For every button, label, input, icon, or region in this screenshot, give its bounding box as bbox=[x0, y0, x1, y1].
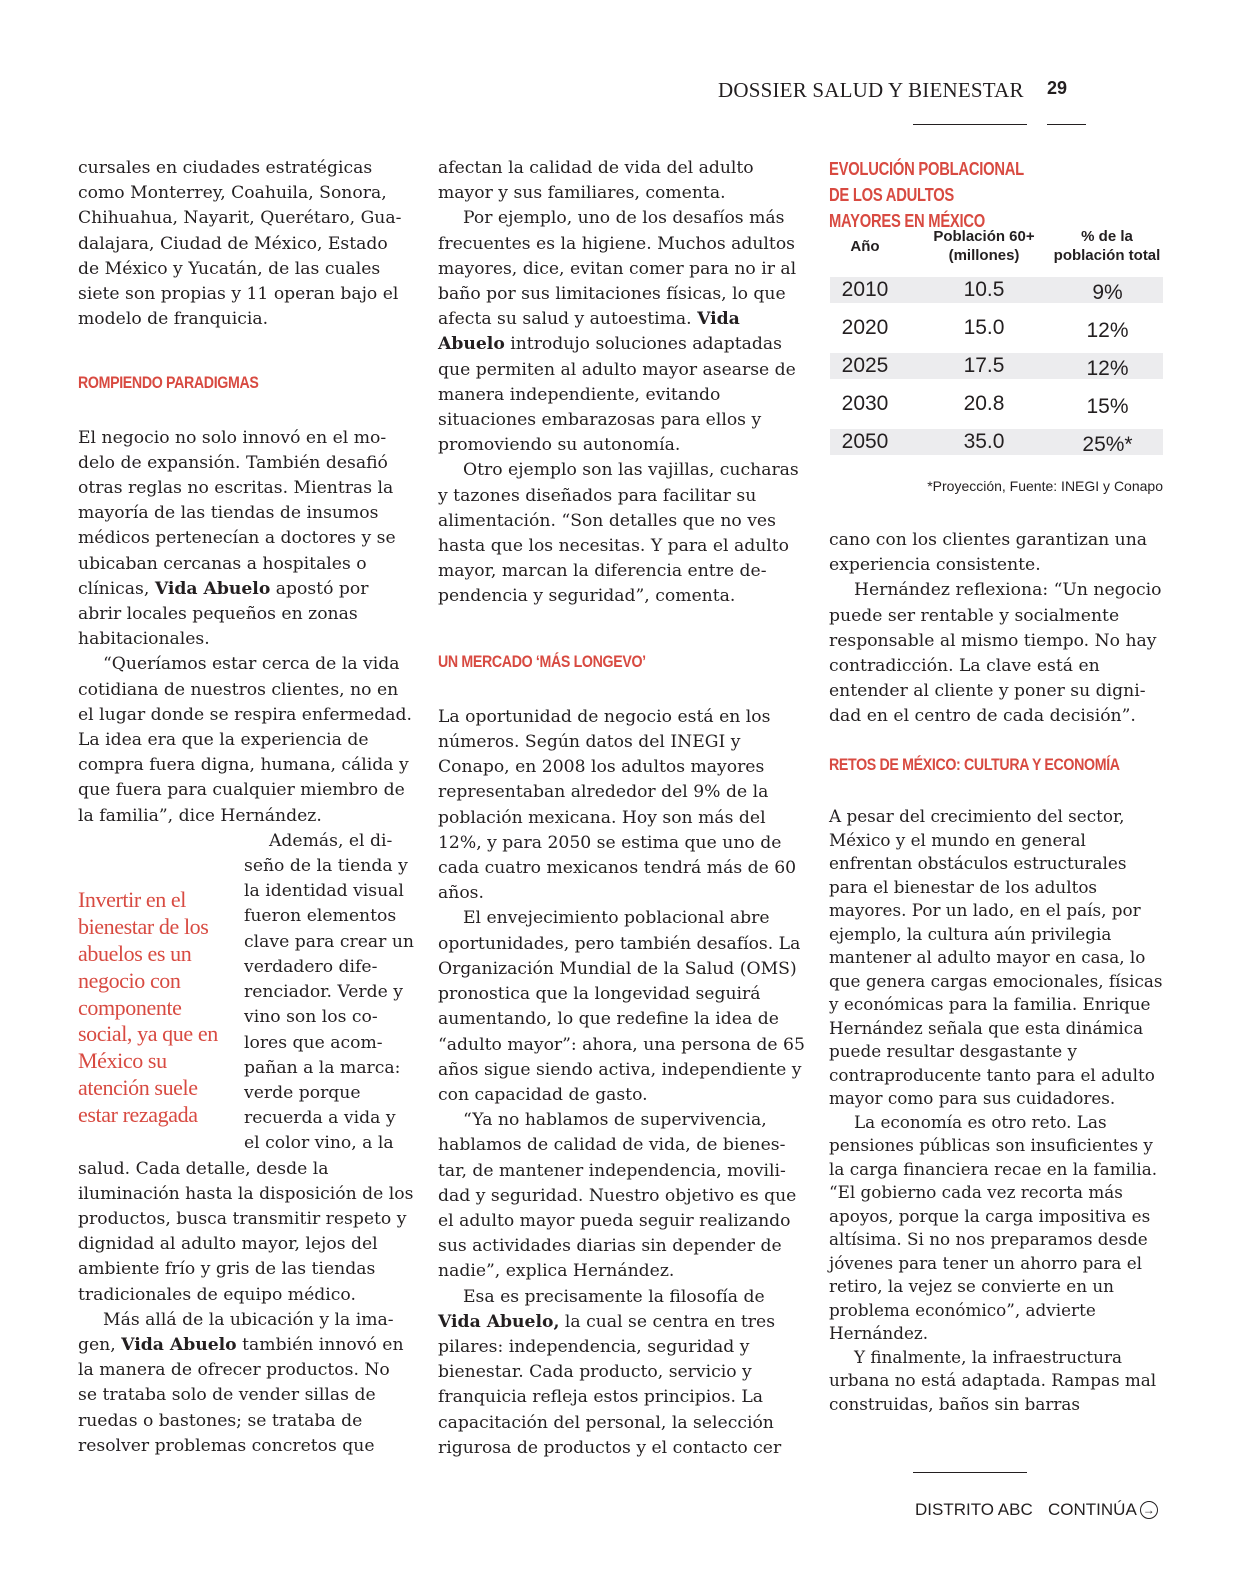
brand-name: Vida Abuelo bbox=[154, 578, 271, 599]
paragraph: A pesar del crecimiento del sector, México y el mundo en general enfrentan obstáculos estructurales para el bienestar de los adultos mayores. Por un lado, en el país, por ejemplo, la cultura aún privilegia mantener al adulto mayor en casa, lo que genera cargas emocionales, físicas y económicas para la familia. Enrique Hernández señala que esta dinámica puede resultar desgastante y contraproducente tanto para el adulto mayor como para sus cuidadores. bbox=[829, 806, 1163, 1108]
paragraph: cursales en ciudades estratégicas como Monterrey, Coahuila, Sonora, Chihuahua, Nayarit, Querétaro, Guadalajara, Ciudad de México, Estado de México y Yucatán, de las cuales siete son propias y 11 operan bajo el modelo de franquicia. bbox=[78, 158, 402, 330]
subheading: ROMPIENDO PARADIGMAS bbox=[78, 374, 259, 393]
paragraph: Y finalmente, la infraestructura urbana no está adaptada. Rampas mal construidas, baños sin barras bbox=[829, 1346, 1157, 1414]
table-header-percent: % de la población total bbox=[1053, 228, 1161, 264]
column-3-bottom bbox=[829, 805, 1163, 1416]
continue-label: CONTINÚA bbox=[1048, 1500, 1137, 1519]
publication-name: DISTRITO ABC bbox=[915, 1500, 1033, 1519]
table-header-year: Año bbox=[850, 238, 880, 255]
table-cell-population: 15.0 bbox=[963, 316, 1005, 339]
paragraph: El negocio no solo innovó en el modelo de expansión. También desafió otras reglas no escritas. Mientras la mayoría de las tiendas de insumos médicos pertenecían a doctores y se ubicaban cercanas a hospitales o clínicas, Vida Abuelo apostó por abrir locales pequeños en zonas habitacionales. bbox=[78, 427, 396, 650]
paragraph: Además, el diseño de la tienda y la identidad visual fueron elementos clave para crear un verdadero diferenciador. Verde y vino son los colores que acompañan a la marca: verde porque recuerda a vida y el color vino, a la salud. Cada detalle, desde la iluminación hasta la disposición de los productos, busca transmitir respeto y dignidad al adulto mayor, lejos del ambiente frío y gris de las tiendas tradicionales de equipo médico. bbox=[78, 830, 414, 1305]
footer-rule bbox=[913, 1472, 1027, 1473]
paragraph: Hernández reflexiona: “Un negocio puede ser rentable y socialmente responsable al mismo tiempo. No hay contradicción. La clave está en entender al cliente y poner su dignidad en el centro de cada decisión”. bbox=[829, 580, 1162, 727]
column-2 bbox=[438, 156, 805, 1461]
table-cell-percent: 12% bbox=[1086, 319, 1129, 342]
table-cell-year: 2025 bbox=[841, 354, 889, 377]
table-row bbox=[830, 315, 1163, 341]
table-title: EVOLUCIÓN POBLACIONAL DE LOS ADULTOS MAYORES EN MÉXICO bbox=[829, 159, 1024, 231]
table-row bbox=[830, 429, 1163, 455]
column-3-top bbox=[829, 528, 1163, 730]
table-cell-year: 2050 bbox=[841, 430, 889, 453]
table-row bbox=[830, 391, 1163, 417]
table-footnote: *Proyección, Fuente: INEGI y Conapo bbox=[927, 478, 1163, 494]
table-cell-population: 20.8 bbox=[963, 392, 1005, 415]
header-rule-page bbox=[1047, 124, 1086, 125]
arrow-right-circle-icon: → bbox=[1140, 1501, 1158, 1519]
table-cell-percent: 12% bbox=[1086, 357, 1129, 380]
paragraph: “Queríamos estar cerca de la vida cotidiana de nuestros clientes, no en el lugar donde se respira enfermedad. La idea era que la experiencia de compra fuera digna, humana, cálida y que fuera para cualquier miembro de la familia”, dice Hernández. bbox=[78, 654, 412, 826]
brand-name: Vida Abuelo, bbox=[438, 1311, 560, 1332]
paragraph: El envejecimiento poblacional abre oportunidades, pero también desafíos. La Organización Mundial de la Salud (OMS) pronostica que la longevidad seguirá aumentando, lo que redefine la idea de “adulto mayor”: ahora, una persona de 65 años sigue siendo activa, independiente y con capacidad de gasto. bbox=[438, 908, 805, 1105]
paragraph: La economía es otro reto. Las pensiones públicas son insuficientes y la carga financiera recae en la familia. “El gobierno cada vez recorta más apoyos, porque la carga impositiva es altísima. Si no nos preparamos desde jóvenes para tener un ahorro para el retiro, la vejez se convierte en un problema económico”, advierte Hernández. bbox=[829, 1111, 1158, 1343]
column-1 bbox=[78, 156, 414, 1459]
table-cell-percent: 9% bbox=[1092, 281, 1123, 304]
table-row bbox=[830, 353, 1163, 379]
table-header-population: Población 60+ (millones) bbox=[933, 228, 1035, 264]
paragraph: Otro ejemplo son las vajillas, cucharas y tazones diseñados para facilitar su alimentación. “Son detalles que no ves hasta que los necesitas. Y para el adulto mayor, marcan la diferencia entre dependencia y seguridad”, comenta. bbox=[438, 460, 799, 607]
table-cell-population: 10.5 bbox=[963, 278, 1005, 301]
paragraph: cano con los clientes garantizan una experiencia consistente. bbox=[829, 530, 1148, 576]
brand-name: Vida Abuelo bbox=[438, 309, 740, 355]
paragraph: Esa es precisamente la filosofía de Vida Abuelo, la cual se centra en tres pilares: independencia, seguridad y bienestar. Cada producto, servicio y franquicia refleja estos principios. La capacitación del personal, la selección rigurosa de productos y el contacto cer bbox=[438, 1286, 782, 1458]
table-cell-year: 2020 bbox=[841, 316, 889, 339]
table-cell-year: 2030 bbox=[841, 392, 889, 415]
brand-name: Vida Abuelo bbox=[121, 1334, 237, 1355]
header-rule bbox=[913, 124, 1027, 125]
table-cell-population: 35.0 bbox=[963, 430, 1005, 453]
paragraph: “Ya no hablamos de supervivencia, hablamos de calidad de vida, de bienestar, de mantener independencia, movilidad y seguridad. Nuestro objetivo es que el adulto mayor pueda seguir realizando sus actividades diarias sin depender de nadie”, explica Hernández. bbox=[438, 1110, 797, 1282]
table-row bbox=[830, 277, 1163, 303]
page-number: 29 bbox=[1047, 78, 1068, 98]
pull-quote: Invertir en el bienestar de los abuelos es un negocio con componente social, ya que en México su atención suele estar rezagada bbox=[78, 886, 218, 1128]
continue-link[interactable] bbox=[1048, 1500, 1158, 1520]
table-cell-year: 2010 bbox=[841, 278, 889, 301]
paragraph: Por ejemplo, uno de los desafíos más frecuentes es la higiene. Muchos adultos mayores, dice, evitan comer para no ir al baño por sus limitaciones físicas, lo que afecta su salud y autoestima. Vida Abuelo introdujo soluciones adaptadas que permiten al adulto mayor asearse de manera independiente, evitando situaciones embarazosas para ellos y promoviendo su autonomía. bbox=[438, 208, 797, 456]
subheading: UN MERCADO ‘MÁS LONGEVO’ bbox=[438, 652, 646, 671]
paragraph: Más allá de la ubicación y la imagen, Vida Abuelo también innovó en la manera de ofrecer productos. No se trataba solo de vender sillas de ruedas o bastones; se trataba de resolver problemas concretos que bbox=[78, 1309, 404, 1456]
table-cell-percent: 25%* bbox=[1082, 433, 1133, 456]
paragraph: La oportunidad de negocio está en los números. Según datos del INEGI y Conapo, en 2008 los adultos mayores representaban alrededor del 9% de la población mexicana. Hoy son más del 12%, y para 2050 se estima que uno de cada cuatro mexicanos tendrá más de 60 años. bbox=[438, 706, 797, 904]
paragraph: afectan la calidad de vida del adulto mayor y sus familiares, comenta. bbox=[438, 158, 754, 204]
section-title: DOSSIER SALUD Y BIENESTAR bbox=[718, 78, 1024, 102]
table-cell-population: 17.5 bbox=[963, 354, 1005, 377]
subheading: RETOS DE MÉXICO: CULTURA Y ECONOMÍA bbox=[829, 756, 1120, 774]
table-cell-percent: 15% bbox=[1086, 395, 1129, 418]
